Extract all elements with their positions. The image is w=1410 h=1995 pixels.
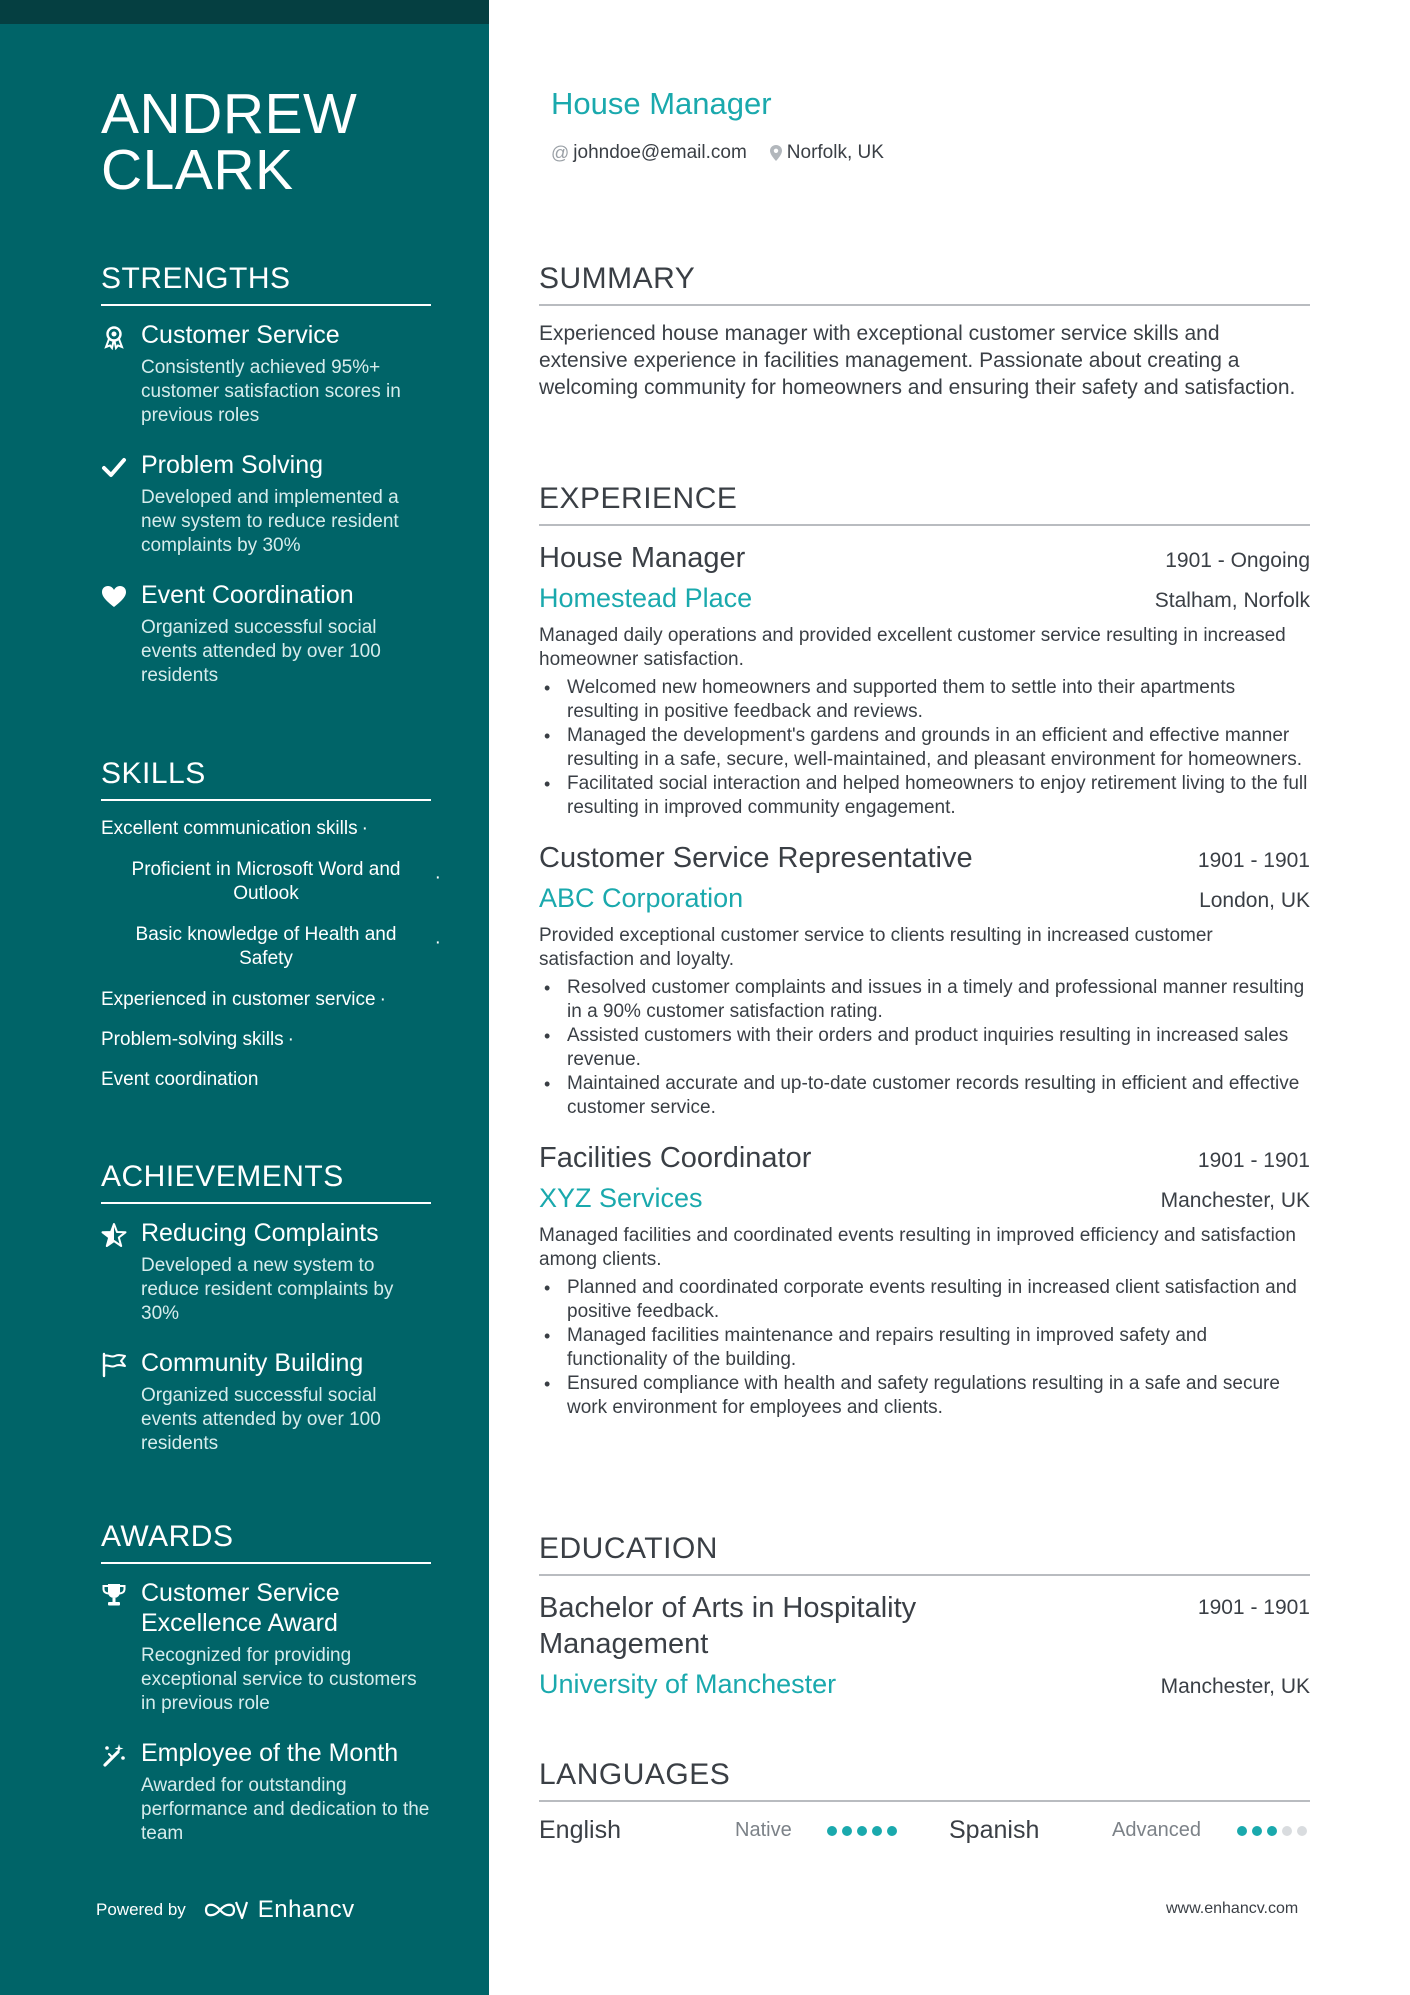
bullet-item: • Maintained accurate and up-to-date customer records resulting in efficient and effective customer service. [539,1072,1310,1120]
rating-dot [827,1826,837,1836]
strength-desc: Consistently achieved 95%+ customer satisfaction scores in previous roles [141,357,401,426]
email-contact[interactable] [551,142,747,164]
entry-role: House Manager [539,542,746,574]
sidebar [0,0,489,1995]
skill-item [101,817,431,841]
rating-dot [1297,1826,1307,1836]
education-section [539,1532,1310,1702]
powered-label: Powered by [96,1900,186,1919]
summary-title: SUMMARY [539,262,1310,306]
entry-bullets [539,976,1310,1120]
achievements-title: ACHIEVEMENTS [101,1160,431,1204]
location-contact [769,142,884,164]
entry-role: Facilities Coordinator [539,1142,812,1174]
enhancv-brand-text: Enhancv [257,1896,355,1923]
entry-description: Managed facilities and coordinated events resulting in improved efficiency and satisfaction among clients. [539,1225,1296,1270]
entry-company: XYZ Services [539,1183,703,1213]
skills-title: SKILLS [101,757,431,801]
awards-section [101,1520,431,1846]
experience-section [539,482,1310,1420]
school: University of Manchester [539,1669,837,1699]
sidebar-top-bar [0,0,489,24]
rating-dot [857,1826,867,1836]
entry-date: 1901 - Ongoing [1165,549,1310,572]
skill-item [101,988,431,1012]
strength-desc: Organized successful social events attended by over 100 residents [141,617,381,686]
rating-dot [1282,1826,1292,1836]
language-rating [1237,1826,1309,1836]
award-title: Customer Service Excellence Award [141,1579,340,1637]
entry-date: 1901 - 1901 [1197,849,1310,872]
achievement-item [101,1218,431,1326]
language-name: English [539,1816,621,1844]
skills-list [101,817,441,1092]
candidate-name [101,82,358,202]
award-title: Employee of the Month [141,1739,399,1767]
strength-item [101,580,431,688]
first-name: ANDREW [101,82,358,146]
entry-bullets [539,676,1310,820]
heart-icon [101,584,127,610]
awards-title: AWARDS [101,1520,431,1564]
bullet-item: • Planned and coordinated corporate events resulting in increased client satisfaction and positive feedback. [539,1276,1310,1324]
skill-label: Basic knowledge of Health and Safety [135,924,397,969]
entry-description: Managed daily operations and provided excellent customer service resulting in increased homeowner satisfaction. [539,625,1286,670]
trophy-icon [101,1582,127,1608]
education-location: Manchester, UK [1160,1675,1310,1698]
entry-location: London, UK [1199,889,1310,912]
entry-date: 1901 - 1901 [1197,1149,1310,1172]
powered-by [96,1896,355,1924]
bullet-item: • Managed facilities maintenance and repairs resulting in improved safety and functionality of the building. [539,1324,1310,1372]
contact-bar [551,142,884,164]
achievement-desc: Developed a new system to reduce resident complaints by 30% [141,1255,394,1324]
skills-section [101,757,441,1092]
skill-separator: · [434,932,441,953]
strengths-title: STRENGTHS [101,262,431,306]
language-level: Native [735,1819,792,1841]
achievement-desc: Organized successful social events attended by over 100 residents [141,1385,381,1454]
achievements-section [101,1160,431,1456]
education-date: 1901 - 1901 [1197,1596,1310,1619]
languages-row [539,1816,1310,1845]
award-item [101,1738,431,1846]
skill-label: Problem-solving skills [101,1029,284,1050]
skill-item [101,923,441,971]
main-content [489,0,1410,1995]
bullet-item: • Assisted customers with their orders and product inquiries resulting in increased sales revenue. [539,1024,1310,1072]
language-name: Spanish [949,1816,1040,1844]
rating-dot [872,1826,882,1836]
achievement-title: Reducing Complaints [141,1219,379,1247]
skill-label: Proficient in Microsoft Word and Outlook [131,859,401,904]
last-name: CLARK [101,138,294,202]
rating-dot [1267,1826,1277,1836]
languages-section [539,1758,1310,1845]
skill-label: Event coordination [101,1069,259,1090]
at-icon: @ [551,142,570,163]
entry-bullets [539,1276,1310,1420]
checkmark-icon [101,454,127,480]
award-desc: Recognized for providing exceptional service to customers in previous role [141,1645,417,1714]
email-text: johndoe@email.com [573,142,747,163]
skill-separator: · [287,1029,294,1050]
award-desc: Awarded for outstanding performance and dedication to the team [141,1775,430,1844]
award-item [101,1578,431,1716]
language-rating [827,1826,949,1836]
strengths-section [101,262,431,688]
strength-title: Customer Service [141,321,340,349]
location-text: Norfolk, UK [786,142,884,163]
summary-section [539,262,1310,401]
experience-entry [539,1140,1310,1420]
skill-item [101,1028,431,1052]
strength-item [101,320,431,428]
entry-company: ABC Corporation [539,883,744,913]
language-level: Advanced [1112,1819,1201,1841]
degree: Bachelor of Arts in Hospitality Management [539,1592,917,1660]
skill-label: Experienced in customer service [101,989,376,1010]
skill-separator: · [361,818,368,839]
languages-title: LANGUAGES [539,1758,1310,1802]
pin-icon [769,144,783,162]
strength-item [101,450,431,558]
enhancv-logo[interactable] [204,1896,355,1924]
skill-label: Excellent communication skills [101,818,358,839]
education-title: EDUCATION [539,1532,1310,1576]
bullet-item: • Welcomed new homeowners and supported them to settle into their apartments resulting in positive feedback and reviews. [539,676,1310,724]
award-ribbon-icon [101,324,127,350]
entry-location: Stalham, Norfolk [1154,589,1310,612]
experience-entry [539,540,1310,820]
skill-item [101,858,441,906]
bullet-item: • Facilitated social interaction and helped homeowners to enjoy retirement living to the full resulting in improved community engagement. [539,772,1310,820]
flag-icon [101,1352,127,1378]
job-title: House Manager [551,86,772,121]
rating-dot [1252,1826,1262,1836]
entry-company: Homestead Place [539,583,753,613]
entry-role: Customer Service Representative [539,842,973,874]
experience-title: EXPERIENCE [539,482,1310,526]
rating-dot [887,1826,897,1836]
bullet-item: • Managed the development's gardens and grounds in an efficient and effective manner resulting in a safe, secure, well-maintained, and pleasant environment for homeowners. [539,724,1310,772]
website-link[interactable]: www.enhancv.com [1166,1900,1299,1917]
experience-entry [539,840,1310,1120]
bullet-item: • Resolved customer complaints and issues in a timely and professional manner resulting in a 90% customer satisfaction rating. [539,976,1310,1024]
entry-location: Manchester, UK [1160,1189,1310,1212]
skill-item [101,1068,431,1092]
skill-separator: · [379,989,386,1010]
enhancv-logo-icon [204,1899,248,1921]
achievement-title: Community Building [141,1349,364,1377]
strength-title: Problem Solving [141,451,324,479]
achievement-item [101,1348,431,1456]
summary-text: Experienced house manager with exceptional customer service skills and extensive experience in facilities management. Passionate about creating a welcoming community for homeowners and ensuring their safety and satisfaction. [539,322,1296,399]
entry-description: Provided exceptional customer service to clients resulting in increased customer satisfaction and loyalty. [539,925,1213,970]
star-half-icon [101,1222,127,1248]
rating-dot [1237,1826,1247,1836]
strength-title: Event Coordination [141,581,354,609]
bullet-item: • Ensured compliance with health and safety regulations resulting in a safe and secure work environment for employees and clients. [539,1372,1310,1420]
skill-separator: · [434,867,441,888]
strength-desc: Developed and implemented a new system to reduce resident complaints by 30% [141,487,399,556]
rating-dot [842,1826,852,1836]
education-entry [539,1590,1310,1702]
magic-wand-icon [101,1742,127,1768]
